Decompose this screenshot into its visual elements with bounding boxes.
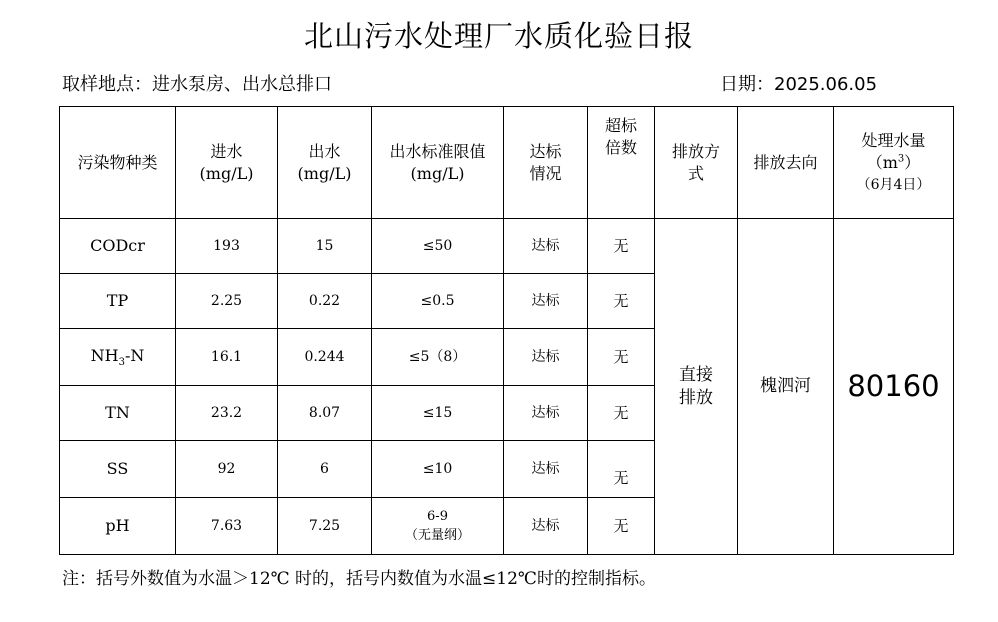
- compliance-status: 达标: [504, 329, 588, 386]
- limit-value: ≤10: [372, 441, 504, 498]
- influent-value: 2.25: [176, 274, 278, 329]
- discharge-destination: 槐泗河: [738, 219, 834, 555]
- header-volume: 处理水量 $(m^3)$ （6月4日）: [834, 107, 954, 219]
- header-exceed: 超标 倍数: [588, 107, 655, 219]
- footnote: 注：括号外数值为水温＞12℃ 时的，括号内数值为水温≤12℃时的控制指标。: [62, 569, 656, 589]
- limit-value: 6-9 （无量纲）: [372, 498, 504, 555]
- effluent-value: 6: [278, 441, 372, 498]
- compliance-status: 达标: [504, 386, 588, 441]
- header-method: 排放方 式: [655, 107, 738, 219]
- exceed-factor: 无: [588, 274, 655, 329]
- limit-value: ≤50: [372, 219, 504, 274]
- influent-value: 16.1: [176, 329, 278, 386]
- effluent-value: 0.244: [278, 329, 372, 386]
- header-pollutant: 污染物种类: [60, 107, 176, 219]
- influent-value: 7.63: [176, 498, 278, 555]
- pollutant-name: SS: [60, 441, 176, 498]
- header-influent: 进水 (mg/L): [176, 107, 278, 219]
- limit-value: ≤0.5: [372, 274, 504, 329]
- report-date: 日期：2025.06.05: [720, 74, 878, 95]
- exceed-factor: 无: [588, 219, 655, 274]
- effluent-value: 7.25: [278, 498, 372, 555]
- compliance-status: 达标: [504, 498, 588, 555]
- sampling-site: 取样地点：进水泵房、出水总排口: [62, 74, 332, 95]
- water-quality-table: [59, 106, 954, 555]
- pollutant-name: TP: [60, 274, 176, 329]
- treated-volume: 80160: [834, 219, 954, 555]
- header-limit: 出水标准限值 (mg/L): [372, 107, 504, 219]
- table-row: [60, 219, 954, 274]
- discharge-method: 直接 排放: [655, 219, 738, 555]
- limit-value: ≤5（8）: [372, 329, 504, 386]
- effluent-value: 15: [278, 219, 372, 274]
- header-effluent: 出水 (mg/L): [278, 107, 372, 219]
- exceed-factor: 无: [588, 386, 655, 441]
- influent-value: 23.2: [176, 386, 278, 441]
- pollutant-name: TN: [60, 386, 176, 441]
- pollutant-name: CODcr: [60, 219, 176, 274]
- pollutant-name: pH: [60, 498, 176, 555]
- exceed-factor: 无: [588, 329, 655, 386]
- influent-value: 193: [176, 219, 278, 274]
- effluent-value: 0.22: [278, 274, 372, 329]
- header-compliance: 达标 情况: [504, 107, 588, 219]
- compliance-status: 达标: [504, 274, 588, 329]
- exceed-factor: 无: [588, 441, 655, 498]
- compliance-status: 达标: [504, 441, 588, 498]
- pollutant-name: $NH_3-N$: [60, 329, 176, 386]
- effluent-value: 8.07: [278, 386, 372, 441]
- compliance-status: 达标: [504, 219, 588, 274]
- table-header-row: [60, 107, 954, 219]
- exceed-factor: 无: [588, 498, 655, 555]
- influent-value: 92: [176, 441, 278, 498]
- report-title: 北山污水处理厂水质化验日报: [303, 19, 694, 53]
- header-destination: 排放去向: [738, 107, 834, 219]
- limit-value: ≤15: [372, 386, 504, 441]
